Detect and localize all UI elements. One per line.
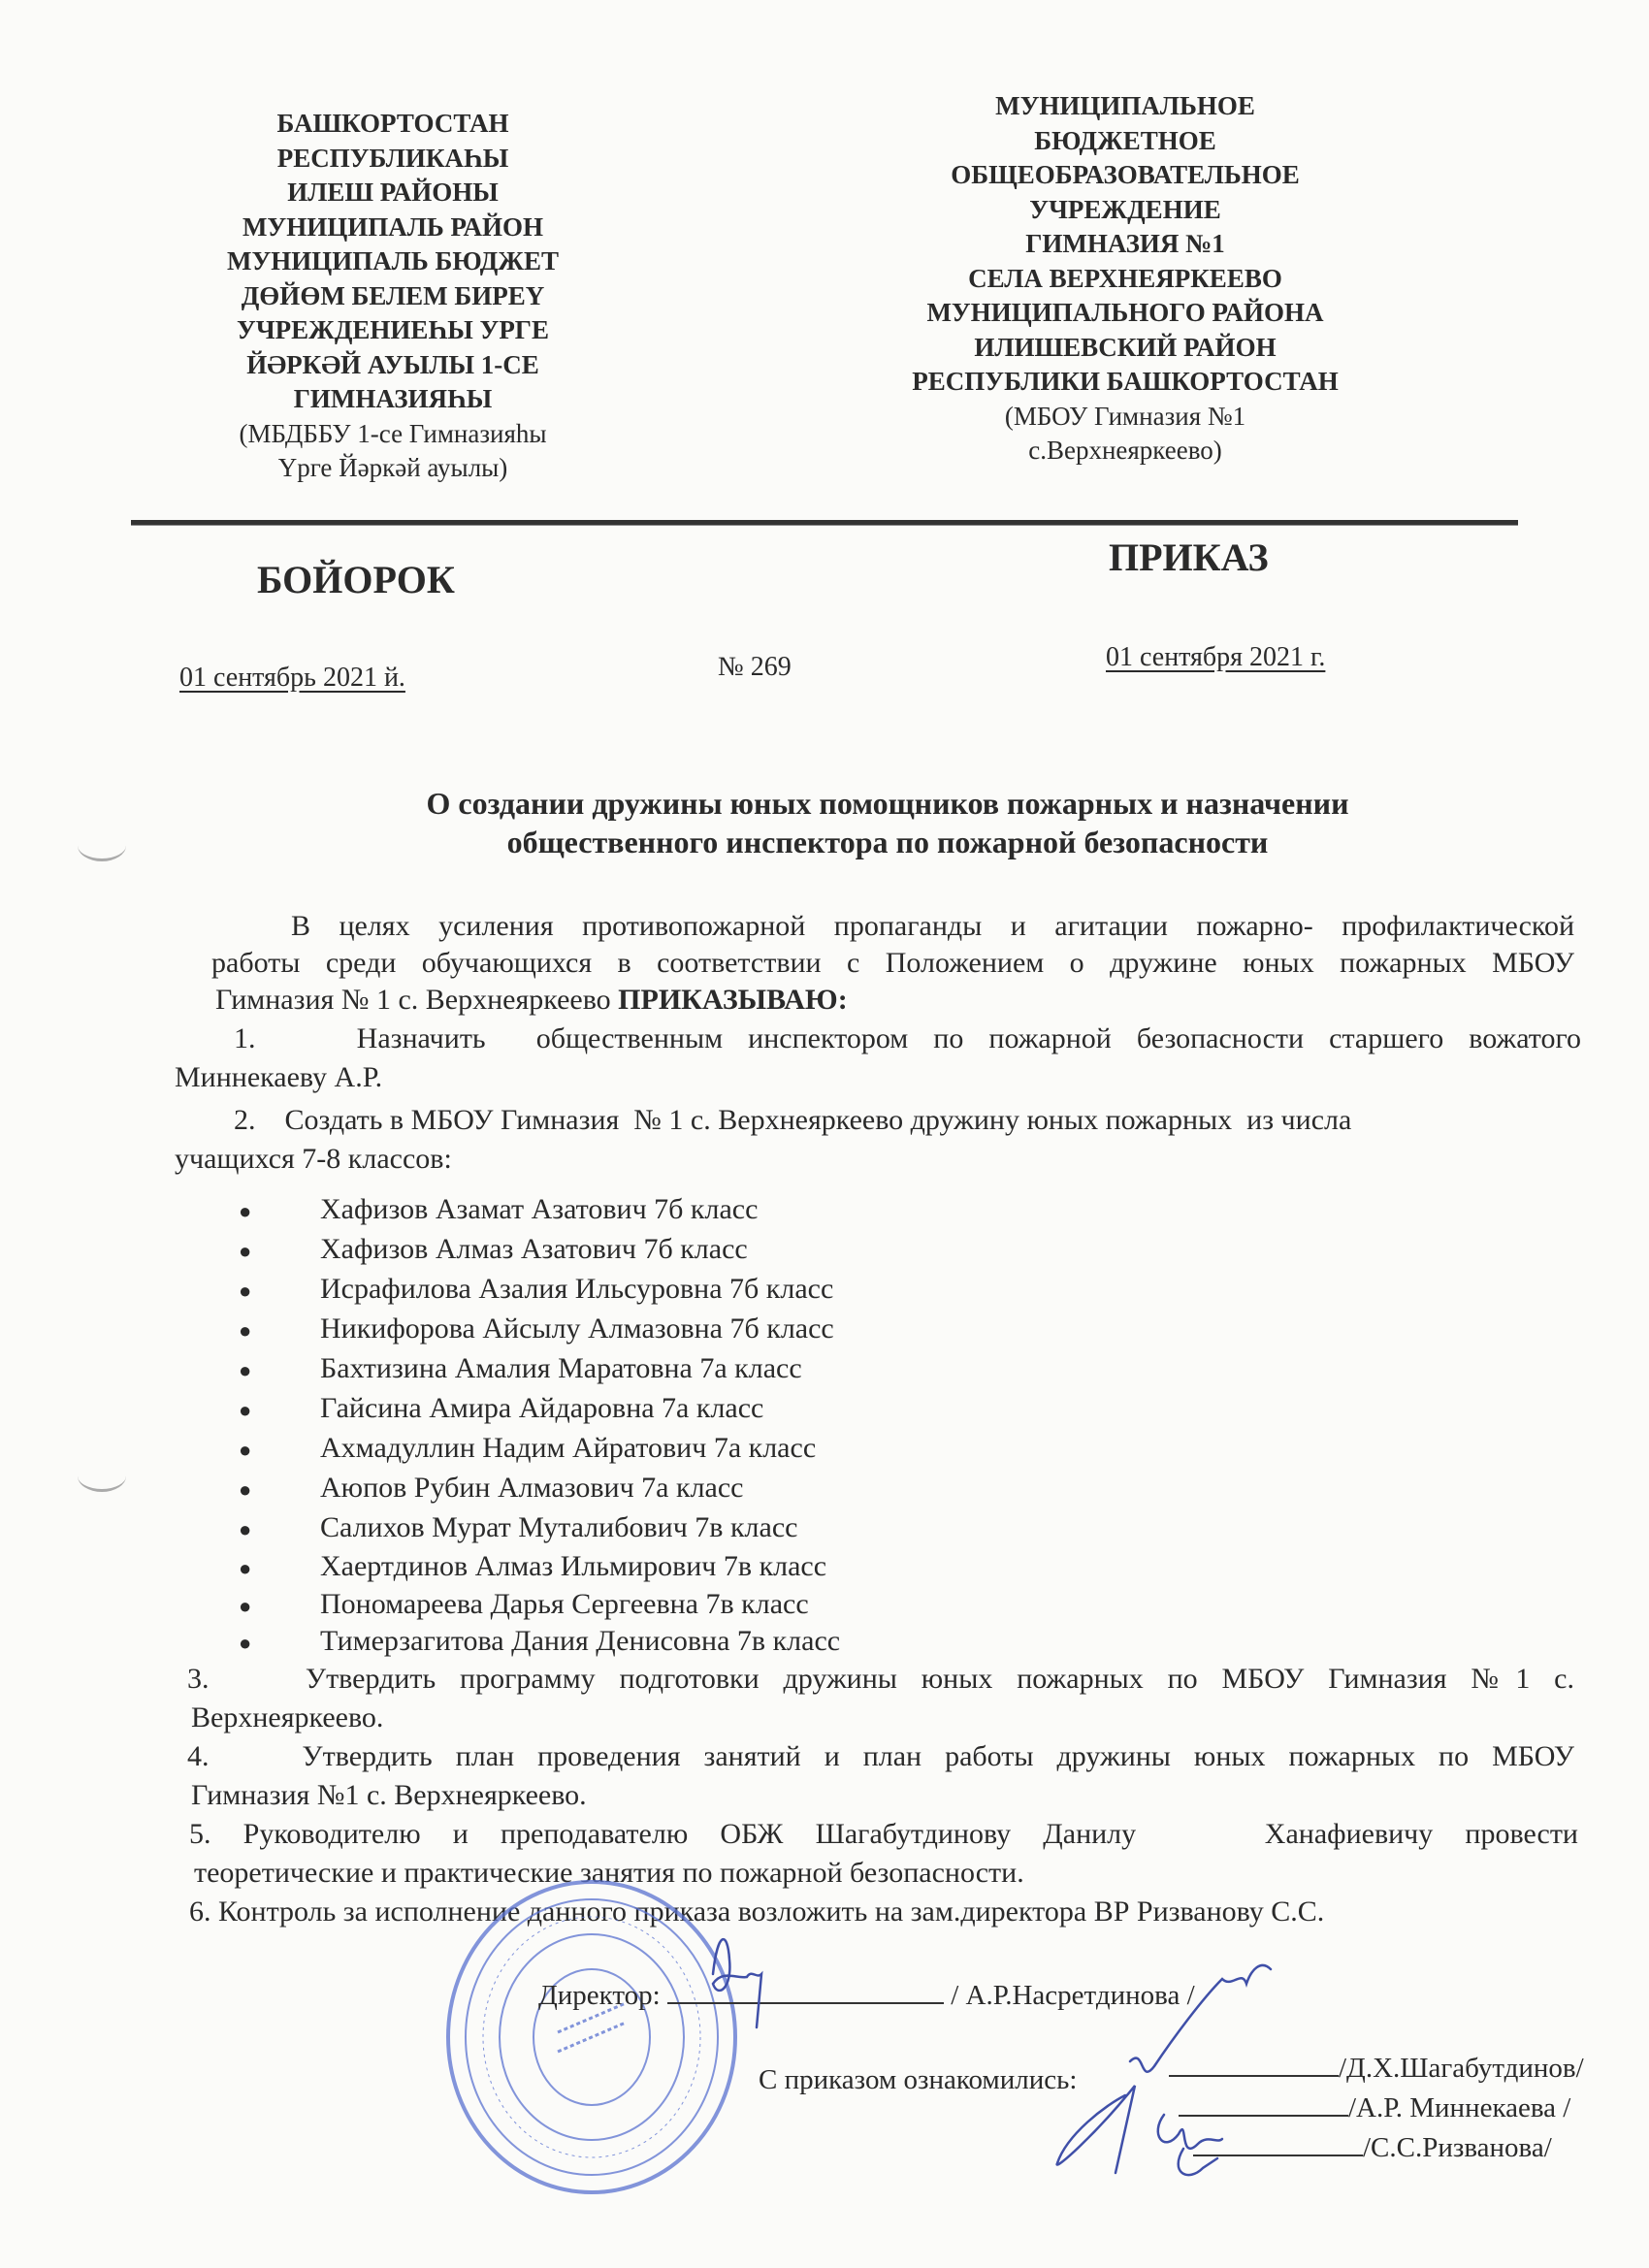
doc-type-bashkir: БОЙОРОК xyxy=(257,558,455,601)
header-right xyxy=(883,89,1368,469)
student-name: Хаертдинов Алмаз Ильмирович 7в класс xyxy=(320,1550,827,1582)
item-5: 5. Руководителю и преподавателю ОБЖ Шагабутдинову Данилу Ханафиевичу провести xyxy=(189,1818,1578,1850)
director-name: / А.Р.Насретдинова / xyxy=(951,1980,1195,2011)
bullet-icon: ● xyxy=(239,1239,252,1264)
punch-hole-mark xyxy=(78,1460,126,1492)
bullet-icon: ● xyxy=(239,1358,252,1383)
list-item xyxy=(239,1273,833,1308)
item-1-cont: Миннекаеву А.Р. xyxy=(175,1061,383,1093)
header-left-line: ЙӘРКӘЙ АУЫЛЫ 1-СЕ xyxy=(246,349,539,379)
acknowledgement-label: С приказом ознакомились: xyxy=(759,2064,1078,2095)
header-right-line: ОБЩЕОБРАЗОВАТЕЛЬНОЕ xyxy=(951,160,1300,189)
bullet-icon: ● xyxy=(239,1279,252,1304)
director-signature-line xyxy=(538,1979,1195,2012)
header-right-line: СЕЛА ВЕРХНЕЯРКЕЕВО xyxy=(968,263,1282,293)
signature-underline xyxy=(1179,2091,1348,2117)
header-right-line: РЕСПУБЛИКИ БАШКОРТОСТАН xyxy=(912,367,1339,396)
item-5-cont: теоретические и практические занятия по пожарной безопасности. xyxy=(194,1857,1024,1889)
student-name: Тимерзагитова Дания Денисовна 7в класс xyxy=(320,1625,841,1657)
header-left-line: УЧРЕЖДЕНИЕҺЫ УРГЕ xyxy=(237,315,549,344)
signature-underline xyxy=(667,1979,944,2004)
bullet-icon: ● xyxy=(239,1199,252,1224)
list-item xyxy=(239,1472,743,1507)
ack-name: /А.Р. Миннекаева / xyxy=(1348,2092,1571,2123)
preamble-line xyxy=(215,984,848,1017)
bullet-icon: ● xyxy=(239,1594,252,1619)
list-item xyxy=(239,1625,840,1660)
student-name: Хафизов Азамат Азатович 7б класс xyxy=(320,1193,759,1225)
bullet-icon: ● xyxy=(239,1477,252,1503)
bullet-icon: ● xyxy=(239,1556,252,1581)
title-line: общественного инспектора по пожарной безопасности xyxy=(506,825,1269,859)
header-divider xyxy=(131,520,1518,526)
item-6: 6. Контроль за исполнение данного приказа возложить на зам.директора ВР Ризванову С.С. xyxy=(189,1895,1325,1928)
item-2-cont: учащихся 7-8 классов: xyxy=(175,1143,452,1175)
student-name: Гайсина Амира Айдаровна 7а класс xyxy=(320,1392,764,1424)
preamble-line: В целях усиления противопожарной пропаганды и агитации пожарно- профилактической xyxy=(291,910,1574,942)
order-number: № 269 xyxy=(718,652,792,682)
list-item xyxy=(239,1233,748,1268)
order-word: ПРИКАЗЫВАЮ: xyxy=(618,984,848,1016)
bullet-icon: ● xyxy=(239,1631,252,1656)
header-right-line: МУНИЦИПАЛЬНОЕ xyxy=(995,91,1255,120)
item-1: 1. Назначить общественным инспектором по пожарной безопасности старшего вожатого xyxy=(234,1022,1581,1054)
signature-underline xyxy=(1193,2131,1363,2156)
preamble-line: работы среди обучающихся в соответствии с Положением о дружине юных пожарных МБОУ xyxy=(211,947,1574,979)
list-item xyxy=(239,1392,763,1427)
header-right-line: МУНИЦИПАЛЬНОГО РАЙОНА xyxy=(926,298,1324,327)
header-left-line: ДӨЙӨМ БЕЛЕМ БИРЕҮ xyxy=(241,280,545,310)
student-name: Пономареева Дарья Сергеевна 7в класс xyxy=(320,1588,809,1620)
header-left-abbr: (МБДББУ 1-се Гимназияһы xyxy=(239,418,547,448)
ack-name: /С.С.Ризванова/ xyxy=(1363,2132,1552,2163)
date-bashkir: 01 сентябрь 2021 й. xyxy=(179,663,405,693)
header-right-line: БЮДЖЕТНОЕ xyxy=(1034,125,1216,155)
student-name: Ахмадуллин Надим Айратович 7а класс xyxy=(320,1432,817,1464)
list-item xyxy=(239,1432,816,1467)
header-left-line: МУНИЦИПАЛЬ РАЙОН xyxy=(242,211,544,242)
header-right-abbr: (МБОУ Гимназия №1 xyxy=(1004,401,1246,431)
header-right-line: ИЛИШЕВСКИЙ РАЙОН xyxy=(974,332,1277,362)
header-left-line: ГИМНАЗИЯҺЫ xyxy=(293,384,493,413)
student-name: Исрафилова Азалия Ильсуровна 7б класс xyxy=(320,1273,834,1305)
header-left-line: МУНИЦИПАЛЬ БЮДЖЕТ xyxy=(226,246,560,275)
header-right-line: ГИМНАЗИЯ №1 xyxy=(1025,229,1225,258)
doc-type-russian: ПРИКАЗ xyxy=(1109,535,1269,579)
director-label: Директор: xyxy=(538,1980,661,2011)
signature-underline xyxy=(1169,2052,1339,2077)
ack-line xyxy=(1169,2052,1584,2085)
student-name: Никифорова Айсылу Алмазовна 7б класс xyxy=(320,1312,834,1345)
list-item xyxy=(239,1550,826,1585)
list-item xyxy=(239,1588,809,1623)
bullet-icon: ● xyxy=(239,1318,252,1344)
date-russian: 01 сентября 2021 г. xyxy=(1106,642,1326,672)
item-2: 2. Создать в МБОУ Гимназия № 1 с. Верхнеяркеево дружину юных пожарных из числа xyxy=(234,1104,1352,1136)
ack-name: /Д.Х.Шагабутдинов/ xyxy=(1339,2053,1584,2084)
preamble-text: Гимназия № 1 с. Верхнеяркеево xyxy=(215,984,619,1016)
bullet-icon: ● xyxy=(239,1398,252,1423)
item-3-cont: Верхнеяркеево. xyxy=(191,1701,384,1733)
header-right-abbr: с.Верхнеяркеево) xyxy=(1028,436,1222,465)
list-item xyxy=(239,1193,758,1228)
item-4-cont: Гимназия №1 с. Верхнеяркеево. xyxy=(191,1779,587,1811)
ack-line xyxy=(1179,2091,1570,2124)
header-left-line: ИЛЕШ РАЙОНЫ xyxy=(287,178,499,207)
document-title xyxy=(194,784,1581,861)
header-left-abbr: Үрге Йәркәй ауылы) xyxy=(277,453,508,482)
student-name: Салихов Мурат Муталибович 7в класс xyxy=(320,1511,798,1543)
bullet-icon: ● xyxy=(239,1438,252,1463)
title-line: О создании дружины юных помощников пожарных и назначении xyxy=(426,786,1349,821)
punch-hole-mark xyxy=(78,829,126,861)
ack-line xyxy=(1193,2131,1552,2164)
list-item xyxy=(239,1312,834,1347)
header-left-line: РЕСПУБЛИКАҺЫ xyxy=(276,143,509,173)
item-4: 4. Утвердить план проведения занятий и план работы дружины юных пожарных по МБОУ xyxy=(187,1740,1574,1772)
list-item xyxy=(239,1511,797,1546)
item-3: 3. Утвердить программу подготовки дружины юных пожарных по МБОУ Гимназия №1 с. xyxy=(187,1663,1574,1695)
list-item xyxy=(239,1352,802,1387)
bullet-icon: ● xyxy=(239,1517,252,1542)
student-name: Бахтизина Амалия Маратовна 7а класс xyxy=(320,1352,802,1384)
header-left-line: БАШКОРТОСТАН xyxy=(276,109,509,138)
header-right-line: УЧРЕЖДЕНИЕ xyxy=(1029,194,1221,224)
student-name: Хафизов Алмаз Азатович 7б класс xyxy=(320,1233,748,1265)
header-left xyxy=(199,107,587,486)
student-name: Аюпов Рубин Алмазович 7а класс xyxy=(320,1472,744,1504)
